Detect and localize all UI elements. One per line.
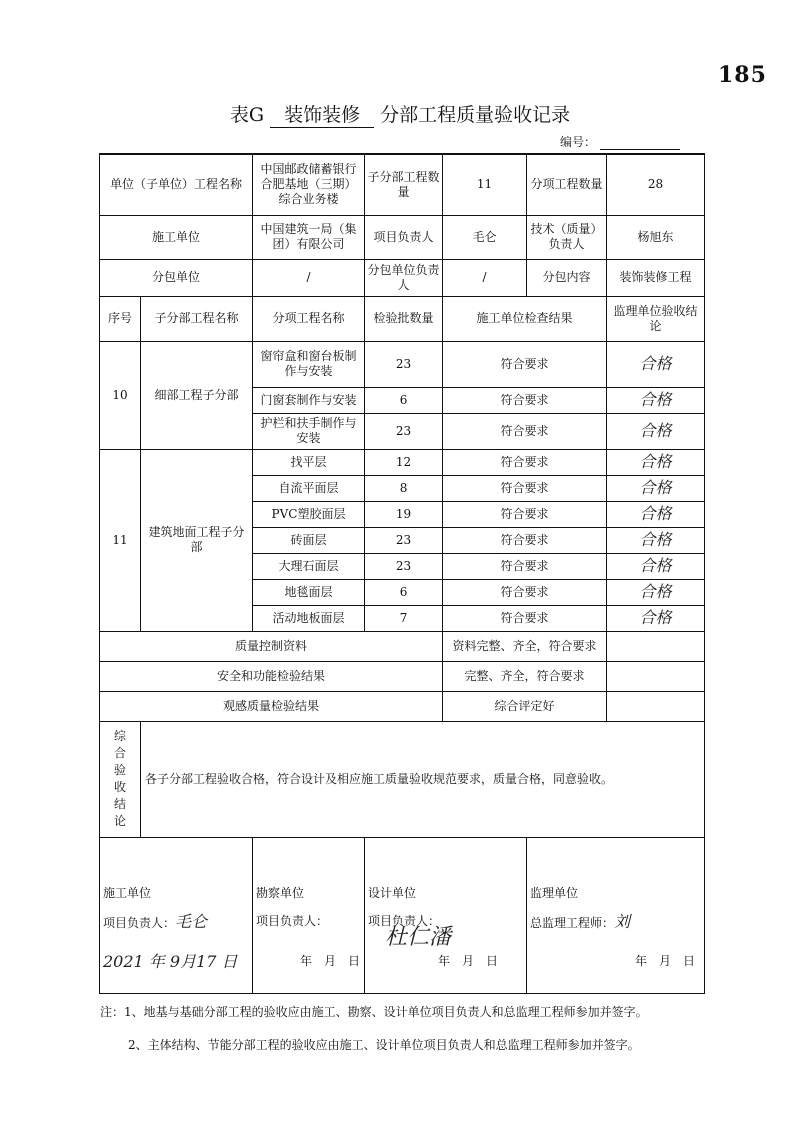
col-batches: 检验批数量	[365, 296, 443, 341]
signature-block-design	[365, 837, 527, 993]
item-name: 窗帘盒和窗台板制作与安装	[253, 341, 365, 387]
note-2: 2、主体结构、节能分部工程的验收应由施工、设计单位项目负责人和总监理工程师参加并签字。	[128, 1038, 640, 1052]
conclusion-label: 综合验收结论	[113, 729, 126, 828]
sub-content-label: 分包内容	[527, 259, 607, 296]
subcontractor-label: 分包单位	[100, 259, 253, 296]
conclusion-label-cell	[100, 721, 141, 837]
item-result: 符合要求	[443, 413, 607, 449]
constructor-value: 中国建筑一局（集团）有限公司	[253, 215, 365, 259]
item-name: 自流平面层	[253, 475, 365, 501]
item-conclusion	[607, 449, 705, 475]
item-conclusion	[607, 553, 705, 579]
group-body	[100, 341, 705, 631]
sign-org: 监理单位	[530, 885, 579, 900]
summary-blank	[607, 661, 705, 691]
serial-blank	[600, 137, 680, 150]
summary-blank	[607, 631, 705, 661]
handwritten-conclusion: 合格	[639, 389, 672, 409]
summary-row	[100, 661, 705, 691]
item-result: 符合要求	[443, 527, 607, 553]
item-name: 门窗套制作与安装	[253, 387, 365, 413]
unit-value: 中国邮政储蓄银行合肥基地（三期）综合业务楼	[253, 154, 365, 215]
handwritten-conclusion: 合格	[639, 581, 672, 601]
summary-label: 观感质量检验结果	[100, 691, 443, 721]
item-batches: 23	[365, 527, 443, 553]
handwritten-signature: 毛仑	[175, 911, 208, 931]
item-batches: 23	[365, 341, 443, 387]
item-result: 符合要求	[443, 501, 607, 527]
sign-person: 项目负责人：	[368, 913, 441, 928]
summary-row	[100, 691, 705, 721]
item-result: 符合要求	[443, 449, 607, 475]
item-name: 大理石面层	[253, 553, 365, 579]
item-result: 符合要求	[443, 553, 607, 579]
summary-row	[100, 631, 705, 661]
item-result: 符合要求	[443, 387, 607, 413]
sign-person	[530, 911, 631, 931]
sign-person: 项目负责人：	[256, 913, 329, 928]
col-no: 序号	[100, 296, 141, 341]
signature-block-construction	[100, 837, 253, 993]
sign-org: 勘察单位	[256, 885, 305, 900]
item-count-label-text: 分项工程数量	[530, 177, 603, 192]
sign-person-label: 项目负责人：	[103, 915, 176, 930]
item-batches: 8	[365, 475, 443, 501]
signature-row	[100, 837, 705, 993]
title-prefix: 表G	[229, 104, 265, 126]
tech-label: 技术（质量）负责人	[527, 215, 607, 259]
group-name: 建筑地面工程子分部	[141, 449, 253, 631]
item-name: 活动地板面层	[253, 605, 365, 631]
item-batches: 7	[365, 605, 443, 631]
item-name: 找平层	[253, 449, 365, 475]
sub-count-label: 子分部工程数量	[365, 154, 443, 215]
handwritten-conclusion: 合格	[639, 607, 672, 627]
sub-count-value: 11	[443, 154, 527, 215]
serial-label: 编号：	[560, 135, 597, 149]
unit-label: 单位（子单位）工程名称	[100, 154, 253, 215]
item-name: 护栏和扶手制作与安装	[253, 413, 365, 449]
handwritten-conclusion: 合格	[639, 529, 672, 549]
handwritten-conclusion: 合格	[639, 503, 672, 523]
sub-lead-value: /	[443, 259, 527, 296]
group-no: 10	[100, 341, 141, 449]
item-conclusion	[607, 579, 705, 605]
summary-value: 综合评定好	[443, 691, 607, 721]
item-result: 符合要求	[443, 475, 607, 501]
item-conclusion	[607, 387, 705, 413]
note-1: 注：1、地基与基础分部工程的验收应由施工、勘察、设计单位项目负责人和总监理工程师参加并签字。	[100, 1005, 648, 1019]
handwritten-conclusion: 合格	[639, 451, 672, 471]
group-no: 11	[100, 449, 141, 631]
header-row-2	[100, 215, 705, 259]
item-batches: 19	[365, 501, 443, 527]
sign-date: 2021 年 9月17 日	[103, 951, 238, 971]
sign-date: 年 月 日	[438, 953, 499, 968]
item-count-value: 28	[607, 154, 705, 215]
item-batches: 23	[365, 553, 443, 579]
sign-date: 年 月 日	[300, 953, 361, 968]
item-batches: 6	[365, 387, 443, 413]
item-name: 砖面层	[253, 527, 365, 553]
sign-person	[103, 911, 208, 931]
item-batches: 12	[365, 449, 443, 475]
item-name: 地毯面层	[253, 579, 365, 605]
item-conclusion	[607, 527, 705, 553]
handwritten-signature: 杜仁潘	[385, 924, 452, 950]
item-conclusion	[607, 501, 705, 527]
col-subdivision: 子分部工程名称	[141, 296, 253, 341]
table-row	[100, 449, 705, 475]
page-number: 185	[718, 62, 767, 88]
sub-lead-label: 分包单位负责人	[365, 259, 443, 296]
item-conclusion	[607, 341, 705, 387]
header-row-3	[100, 259, 705, 296]
title-suffix: 分部工程质量验收记录	[380, 104, 571, 126]
handwritten-conclusion: 合格	[639, 555, 672, 575]
sign-org: 施工单位	[103, 885, 152, 900]
item-result: 符合要求	[443, 341, 607, 387]
pm-value: 毛仑	[443, 215, 527, 259]
signature-block-survey	[253, 837, 365, 993]
item-result: 符合要求	[443, 579, 607, 605]
summary-label: 质量控制资料	[100, 631, 443, 661]
item-name: PVC塑胶面层	[253, 501, 365, 527]
summary-blank	[607, 691, 705, 721]
tech-value: 杨旭东	[607, 215, 705, 259]
sign-org: 设计单位	[368, 885, 417, 900]
subcontractor-value: /	[253, 259, 365, 296]
acceptance-table	[99, 153, 705, 994]
item-conclusion	[607, 475, 705, 501]
col-item: 分项工程名称	[253, 296, 365, 341]
sign-person-label: 总监理工程师：	[530, 915, 615, 930]
item-count-label	[527, 154, 607, 215]
handwritten-conclusion: 合格	[639, 420, 672, 440]
item-conclusion	[607, 413, 705, 449]
summary-label: 安全和功能检验结果	[100, 661, 443, 691]
signature-block-supervision	[527, 837, 705, 993]
col-supervisor-result: 监理单位验收结论	[607, 296, 705, 341]
sub-content-value: 装饰装修工程	[607, 259, 705, 296]
serial-number	[560, 133, 680, 150]
table-row	[100, 341, 705, 387]
header-row-1	[100, 154, 705, 215]
column-header-row	[100, 296, 705, 341]
item-batches: 23	[365, 413, 443, 449]
handwritten-conclusion: 合格	[639, 477, 672, 497]
conclusion-row	[100, 721, 705, 837]
summary-value: 完整、齐全，符合要求	[443, 661, 607, 691]
item-result: 符合要求	[443, 605, 607, 631]
group-name: 细部工程子分部	[141, 341, 253, 449]
item-batches: 6	[365, 579, 443, 605]
handwritten-conclusion: 合格	[639, 353, 672, 373]
item-conclusion	[607, 605, 705, 631]
conclusion-text: 各子分部工程验收合格，符合设计及相应施工质量验收规范要求，质量合格，同意验收。	[141, 721, 705, 837]
title-underlined: 装饰装修	[270, 100, 374, 128]
handwritten-signature: 刘	[614, 911, 631, 931]
col-contractor-result: 施工单位检查结果	[443, 296, 607, 341]
summary-value: 资料完整、齐全，符合要求	[443, 631, 607, 661]
pm-label: 项目负责人	[365, 215, 443, 259]
sign-date: 年 月 日	[635, 953, 696, 968]
constructor-label: 施工单位	[100, 215, 253, 259]
page-title	[0, 100, 800, 128]
